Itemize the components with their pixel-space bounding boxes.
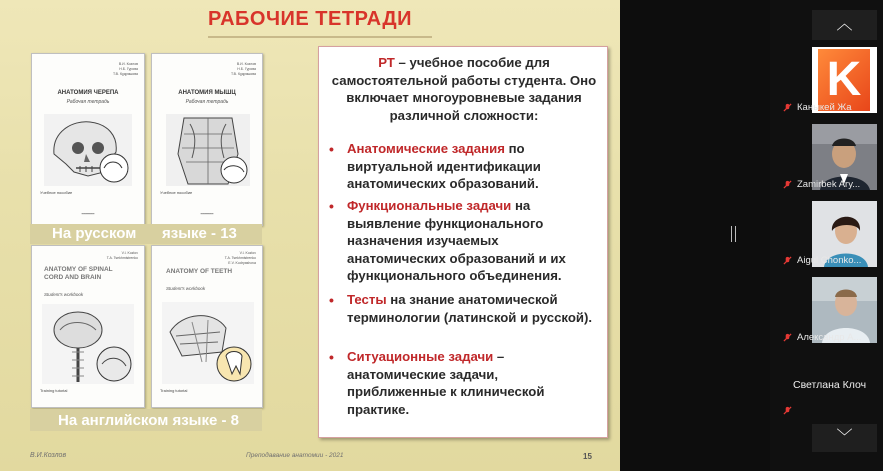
book-cover-muscles	[151, 53, 263, 226]
bullet-dot: •	[329, 349, 334, 365]
muscles-illustration	[166, 114, 250, 186]
scroll-up-button[interactable]	[812, 10, 877, 40]
participant-name: Aigul Chonko...	[797, 255, 862, 266]
book-subtitle: Рабочая тетрадь	[185, 99, 229, 105]
book-foot-label: Training tutorial	[160, 388, 188, 393]
book-title: ANATOMY OF TEETH	[166, 268, 233, 275]
bullet-dot: •	[329, 141, 334, 157]
book-foot-label: Учебное пособие	[160, 190, 193, 195]
chevron-down-icon: ﹀	[836, 429, 853, 446]
book-authors: В.И. Козлов Н.Б. Гурова Т.В. Кудряшова	[112, 62, 138, 76]
participant-name-tile[interactable]: Светлана Клоч	[793, 379, 867, 391]
title-underline	[208, 36, 432, 38]
brain-illustration	[42, 304, 134, 384]
book-subtitle: Рабочая тетрадь	[66, 99, 110, 105]
book-cover-skull	[31, 53, 145, 226]
participant-name: Александр А...	[797, 332, 862, 343]
book-title: АНАТОМИЯ ЧЕРЕПА	[57, 90, 119, 96]
book-subtitle: Student's workbook	[44, 292, 84, 297]
description-box	[318, 46, 608, 438]
book-cover-spinal-cord	[31, 245, 145, 408]
publisher-mark: ━━━━━━	[200, 212, 214, 216]
mic-muted-icon	[783, 333, 792, 342]
book-authors: V.I. Kozlov T.A. Tsekhmistrenko	[106, 251, 138, 260]
panel-resize-handle[interactable]	[731, 226, 736, 242]
mic-muted-icon	[783, 256, 792, 265]
intro-paragraph: РТ – учебное пособие для самостоятельной работы студента. Оно включает многоуровневые задания различной сложности:	[331, 55, 597, 123]
bullet-item: Анатомические задания по виртуальной идентификации анатомических образований.	[347, 141, 541, 191]
book-title: ANATOMY OF SPINAL CORD AND BRAIN	[44, 266, 113, 281]
book-foot-label: Training tutorial	[40, 388, 68, 393]
slide-title: РАБОЧИЕ ТЕТРАДИ	[208, 8, 412, 30]
mic-muted-icon	[783, 180, 792, 189]
caption-english: На английском языке - 8	[58, 412, 240, 429]
mic-muted-icon	[783, 103, 792, 112]
scroll-down-button[interactable]	[812, 424, 877, 452]
participant-name: Zamirbek Ary...	[797, 179, 861, 190]
bullet-item: Функциональные задачи на выявление функционального назначения изучаемых анатомических образований и их функционального объединения.	[347, 198, 566, 283]
caption-russian-right: языке - 13	[162, 225, 237, 242]
footer-conference: Преподавание анатомии - 2021	[246, 452, 344, 459]
chevron-up-icon: ︿	[836, 16, 853, 33]
bullet-item: Тесты на знание анатомической терминологии (латинской и русской).	[347, 292, 593, 325]
book-subtitle: Student's workbook	[166, 286, 206, 291]
teeth-illustration	[162, 302, 254, 384]
book-foot-label: Учебное пособие	[40, 190, 73, 195]
bullet-dot: •	[329, 198, 334, 214]
participant-avatar: K	[818, 49, 870, 111]
mic-muted-icon	[783, 406, 792, 415]
book-title: АНАТОМИЯ МЫШЦ	[178, 90, 236, 96]
book-authors: V.I. Kozlov T.A. Tsekhmistrenko E.V. Kudryashova	[224, 251, 256, 265]
bullet-dot: •	[329, 292, 334, 308]
book-cover-teeth	[151, 245, 263, 408]
slide-page-number: 15	[583, 452, 592, 461]
skull-illustration	[44, 114, 132, 186]
caption-russian-left: На русском	[52, 225, 137, 242]
publisher-mark: ━━━━━━	[81, 212, 95, 216]
footer-author: В.И.Козлов	[30, 452, 67, 459]
participant-name: Каныкей Жа	[797, 102, 852, 113]
bullet-item: Ситуационные задачи – анатомические задачи, приближенные к клинической практике.	[347, 349, 545, 417]
book-authors: В.И. Козлов Н.Б. Гурова Т.В. Кудряшова	[230, 62, 256, 76]
